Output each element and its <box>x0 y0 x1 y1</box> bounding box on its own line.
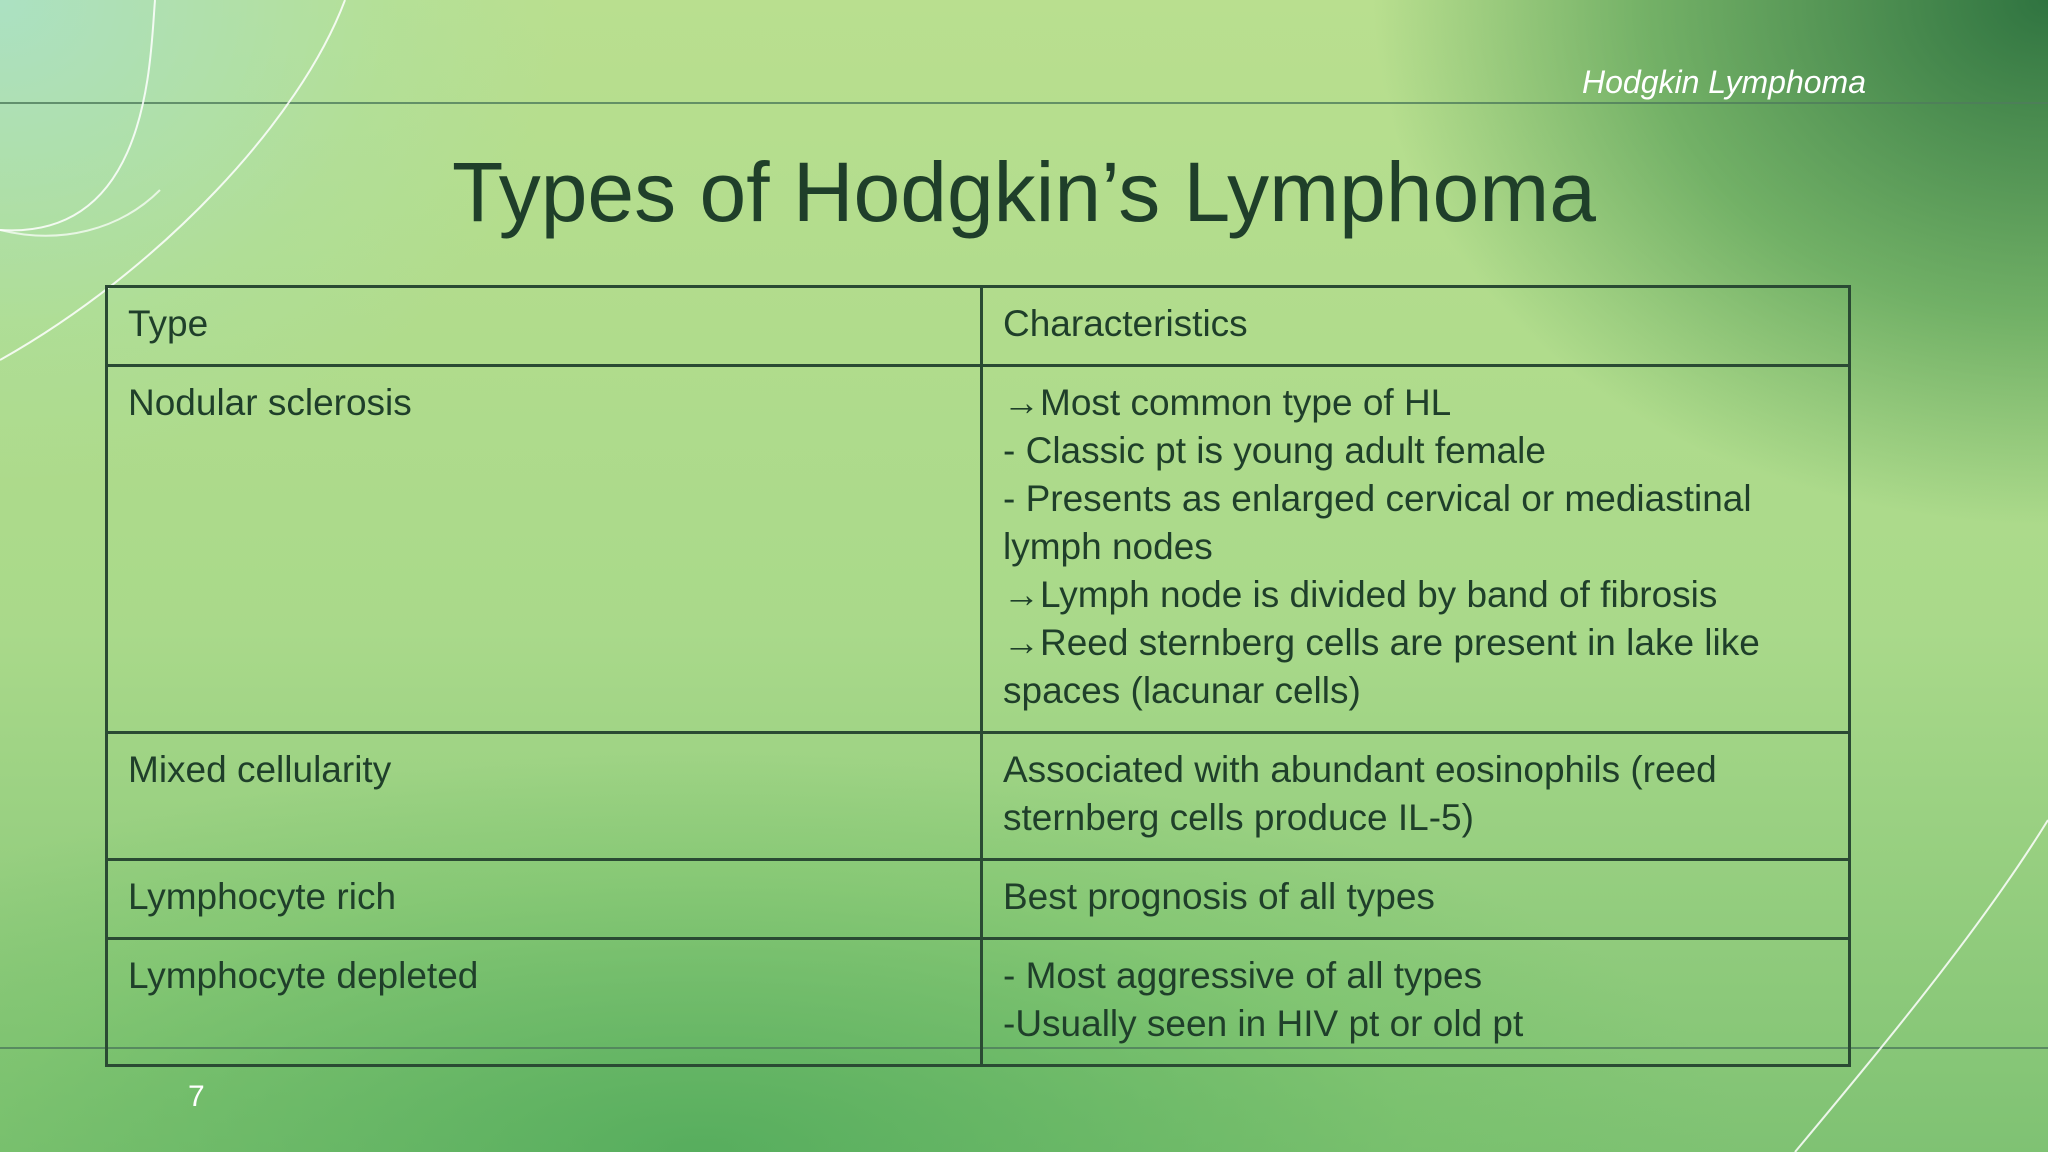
column-header-type: Type <box>107 287 982 366</box>
lymphoma-types-table <box>105 285 1851 1067</box>
table-row <box>107 939 1850 1066</box>
slide-title: Types of Hodgkin’s Lymphoma <box>452 145 1596 239</box>
characteristic-line: sternberg cells produce IL-5) <box>1003 797 1474 838</box>
type-cell: Mixed cellularity <box>107 733 982 860</box>
table-header-row <box>107 287 1850 366</box>
type-cell: Lymphocyte rich <box>107 860 982 939</box>
characteristics-cell <box>982 860 1850 939</box>
type-cell: Lymphocyte depleted <box>107 939 982 1066</box>
characteristic-line: - Classic pt is young adult female <box>1003 430 1546 471</box>
table-row <box>107 366 1850 733</box>
column-header-characteristics: Characteristics <box>982 287 1850 366</box>
table-row <box>107 860 1850 939</box>
characteristic-line: Associated with abundant eosinophils (reed <box>1003 749 1717 790</box>
header-label: Hodgkin Lymphoma <box>1581 64 1866 100</box>
characteristic-line: Best prognosis of all types <box>1003 876 1435 917</box>
page-number: 7 <box>188 1080 205 1113</box>
type-cell: Nodular sclerosis <box>107 366 982 733</box>
characteristic-line: lymph nodes <box>1003 526 1213 567</box>
characteristic-line: →Reed sternberg cells are present in lake like <box>1003 622 1760 663</box>
characteristic-line: - Presents as enlarged cervical or mediastinal <box>1003 478 1752 519</box>
characteristics-cell <box>982 366 1850 733</box>
characteristics-cell <box>982 939 1850 1066</box>
characteristic-line: spaces (lacunar cells) <box>1003 670 1361 711</box>
characteristic-line: - Most aggressive of all types <box>1003 955 1483 996</box>
characteristic-line: -Usually seen in HIV pt or old pt <box>1003 1003 1524 1044</box>
characteristic-line: →Lymph node is divided by band of fibrosis <box>1003 574 1718 615</box>
characteristic-line: →Most common type of HL <box>1003 382 1452 423</box>
characteristics-cell <box>982 733 1850 860</box>
table-row <box>107 733 1850 860</box>
